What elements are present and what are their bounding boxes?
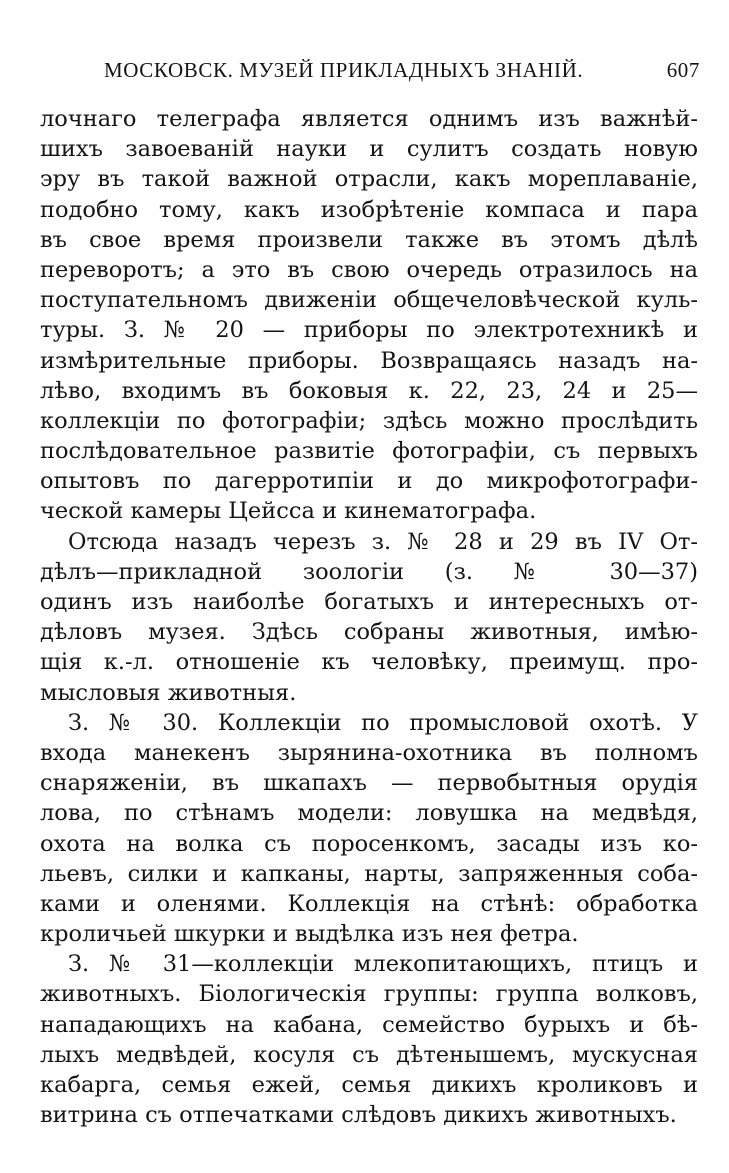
text-line: З. № 30. Коллекцiи по промысловой охотѣ. У bbox=[68, 709, 698, 736]
text-line: поступательномъ движенiи общечеловѣческой куль- bbox=[40, 287, 698, 314]
paragraph-zoology-department bbox=[40, 527, 698, 708]
text-line: кроличьей шкурки и выдѣлка изъ нея фетра. bbox=[40, 921, 579, 948]
text-line: дѣловъ музея. Здѣсь собраны животныя, имѣю- bbox=[40, 619, 698, 646]
text-line: Отсюда назадъ черезъ з. № 28 и 29 въ IV От- bbox=[68, 528, 698, 555]
text-line: кабарга, семья ежей, семья дикихъ кроликовъ и bbox=[40, 1072, 698, 1098]
text-line: лова, по стѣнамъ модели: ловушка на медвѣдя, bbox=[40, 800, 698, 827]
text-line: охота на волка съ поросенкомъ, засады изъ ко- bbox=[40, 830, 698, 857]
text-line: животныхъ. Бiологическiя группы: группа волковъ, bbox=[40, 981, 698, 1008]
text-line: послѣдовательное развитiе фотографiи, съ первыхъ bbox=[40, 438, 698, 465]
text-line: шихъ завоеванiй науки и сулитъ создать новую bbox=[40, 136, 698, 163]
text-line: туры. З. № 20 — приборы по электротехникѣ и bbox=[40, 317, 698, 344]
text-line: нападающихъ на кабана, семейство бурыхъ и бѣ- bbox=[40, 1011, 698, 1038]
paragraph-hall-31 bbox=[40, 949, 698, 1130]
running-head-title: МОСКОВСК. МУЗЕЙ ПРИКЛАДНЫХЪ ЗНАНIЙ. bbox=[104, 58, 584, 82]
text-line: измѣрительные приборы. Возвращаясь назадъ на- bbox=[40, 347, 698, 374]
text-line: эру въ такой важной отрасли, какъ мореплаванiе, bbox=[40, 166, 698, 193]
text-line: ческой камеры Цейсса и кинематографа. bbox=[40, 498, 537, 525]
text-line: входа манекенъ зырянина-охотника въ полномъ bbox=[40, 739, 698, 766]
text-line: переворотъ; а это въ свою очередь отразилось на bbox=[40, 256, 698, 283]
text-line: подобно тому, какъ изобрѣтенiе компаса и пара bbox=[40, 196, 698, 223]
page-number: 607 bbox=[666, 58, 700, 82]
text-line: витрина съ отпечатками слѣдовъ дикихъ животныхъ. bbox=[40, 1102, 677, 1129]
paragraph-hall-30 bbox=[40, 708, 698, 950]
text-line: З. № 31—коллекцiи млекопитающихъ, птицъ и bbox=[68, 951, 698, 978]
text-line: дѣлъ—прикладной зоологiи (з. № 30—37) bbox=[40, 558, 698, 585]
running-head bbox=[96, 58, 700, 88]
text-line: лочнаго телеграфа является однимъ изъ важнѣй- bbox=[40, 106, 698, 132]
text-line: ками и оленями. Коллекцiя на стѣнѣ: обработка bbox=[40, 890, 698, 917]
text-line: одинъ изъ наиболѣе богатыхъ и интересныхъ от- bbox=[40, 589, 698, 615]
text-line: льевъ, силки и капканы, нарты, запряженныя соба- bbox=[40, 860, 698, 887]
text-line: лѣво, входимъ въ боковыя к. 22, 23, 24 и 25— bbox=[40, 377, 698, 404]
text-line: въ свое время произвели также въ этомъ дѣлѣ bbox=[40, 226, 698, 253]
text-line: снаряженiи, въ шкапахъ — первобытныя орудiя bbox=[40, 770, 698, 797]
text-line: коллекцiи по фотографiи; здѣсь можно прослѣдить bbox=[40, 407, 698, 434]
text-line: мысловыя животныя. bbox=[40, 679, 297, 706]
text-line: щiя к.-л. отношенiе къ человѣку, преимущ. про- bbox=[40, 649, 698, 676]
text-line: лыхъ медвѣдей, косуля съ дѣтенышемъ, мускусная bbox=[40, 1041, 698, 1068]
body-text bbox=[40, 104, 698, 1130]
text-line: опытовъ по дагерротипiи и до микрофотографи- bbox=[40, 468, 698, 495]
paragraph-continuation bbox=[40, 104, 698, 527]
